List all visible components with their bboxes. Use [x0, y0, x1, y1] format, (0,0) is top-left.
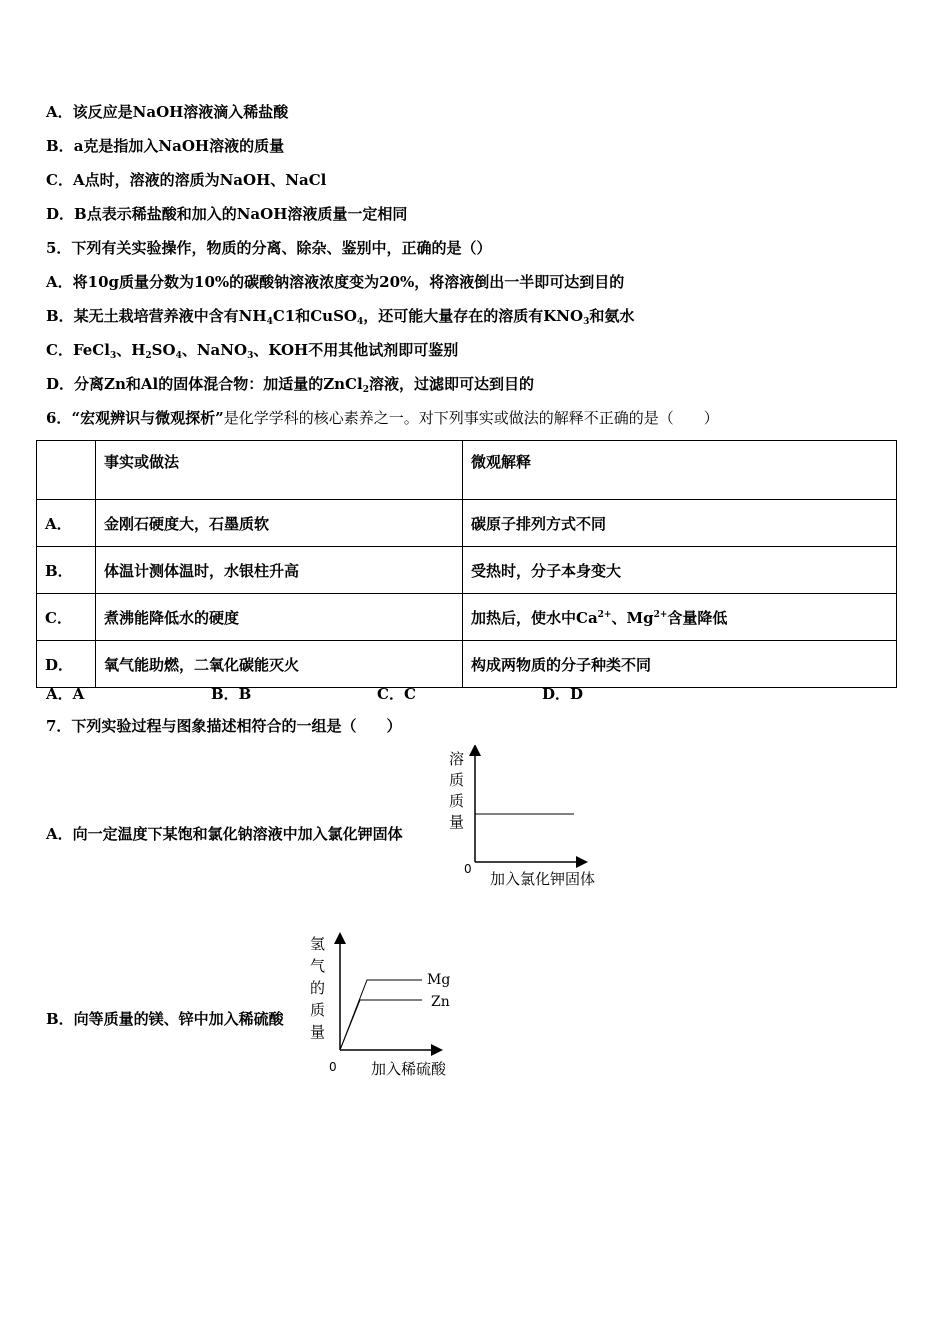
- q5-option-d: D．分离Zn和Al的固体混合物：加适量的ZnCl$_2$溶液，过滤即可达到目的: [46, 375, 534, 395]
- x-label: 加入氯化钾固体: [490, 870, 596, 888]
- q7-option-a: A．向一定温度下某饱和氯化钠溶液中加入氯化钾固体: [46, 825, 403, 843]
- graph-b: [305, 930, 465, 1080]
- header-cell: [37, 441, 96, 500]
- q5-option-c: C．FeCl$_3$、$H_2SO_4$、NaNO$_3$、KOH不用其他试剂即可鉴别: [46, 341, 459, 361]
- y-label-char: 质: [449, 771, 465, 789]
- zn-label: Zn: [431, 994, 450, 1010]
- y-label-char: 的: [310, 979, 326, 997]
- row-explanation: 加热后，使水中$Ca^{2+}$、$Mg^{2+}$含量降低: [463, 594, 897, 641]
- q6-option-c: C．C: [377, 685, 416, 703]
- graph-a: [440, 745, 620, 890]
- table-row: [37, 594, 897, 641]
- table-row: [37, 641, 897, 688]
- q6-option-b: B．B: [211, 685, 252, 703]
- y-label-char: 气: [310, 957, 326, 975]
- q4-option-c: C．A点时，溶液的溶质为NaOH、NaCl: [46, 171, 327, 189]
- row-explanation: 构成两物质的分子种类不同: [463, 641, 897, 688]
- origin-label: 0: [329, 1060, 337, 1074]
- origin-label: 0: [464, 862, 472, 876]
- row-fact: 煮沸能降低水的硬度: [96, 594, 463, 641]
- q6-stem: 6．“宏观辨识与微观探析”是化学学科的核心素养之一。对下列事实或做法的解释不正确的是（ ）: [46, 409, 719, 427]
- table-row: [37, 547, 897, 594]
- row-explanation: 受热时，分子本身变大: [463, 547, 897, 594]
- q5-stem: 5．下列有关实验操作，物质的分离、除杂、鉴别中，正确的是（）: [46, 239, 492, 257]
- q7-stem: 7．下列实验过程与图象描述相符合的一组是（ ）: [46, 717, 402, 735]
- header-cell: 事实或做法: [96, 441, 463, 500]
- y-label-char: 氢: [310, 935, 326, 953]
- row-fact: 金刚石硬度大，石墨质软: [96, 500, 463, 547]
- row-label: D．: [37, 641, 96, 688]
- y-label-char: 溶: [449, 750, 465, 768]
- q4-option-d: D．B点表示稀盐酸和加入的NaOH溶液质量一定相同: [46, 205, 408, 223]
- y-label-char: 量: [310, 1023, 326, 1041]
- row-explanation: 碳原子排列方式不同: [463, 500, 897, 547]
- y-label-char: 质: [310, 1001, 326, 1019]
- q6-option-d: D．D: [542, 685, 584, 703]
- x-label: 加入稀硫酸: [371, 1060, 447, 1078]
- q6-table: [36, 440, 897, 688]
- row-label: B．: [37, 547, 96, 594]
- q4-option-b: B．a克是指加入NaOH溶液的质量: [46, 137, 285, 155]
- y-label-char: 量: [449, 813, 465, 831]
- zn-line: [340, 1000, 422, 1050]
- q4-option-a: A．该反应是NaOH溶液滴入稀盐酸: [46, 103, 289, 121]
- row-label: A．: [37, 500, 96, 547]
- mg-label: Mg: [427, 972, 451, 988]
- table-row: [37, 500, 897, 547]
- q6-option-a: A．A: [46, 685, 85, 703]
- table-header-row: [37, 441, 897, 500]
- row-fact: 体温计测体温时，水银柱升高: [96, 547, 463, 594]
- header-cell: 微观解释: [463, 441, 897, 500]
- q7-option-b: B．向等质量的镁、锌中加入稀硫酸: [46, 1010, 284, 1028]
- q5-option-a: A．将10g质量分数为10%的碳酸钠溶液浓度变为20%，将溶液倒出一半即可达到目的: [46, 273, 625, 291]
- q5-option-b: B．某无土栽培营养液中含有$NH_4C1$和CuSO$_4$，还可能大量存在的溶质有$KNO_3$和氨水: [46, 307, 635, 327]
- mg-line: [340, 980, 422, 1050]
- y-label-char: 质: [449, 792, 465, 810]
- row-label: C．: [37, 594, 96, 641]
- row-fact: 氧气能助燃，二氧化碳能灭火: [96, 641, 463, 688]
